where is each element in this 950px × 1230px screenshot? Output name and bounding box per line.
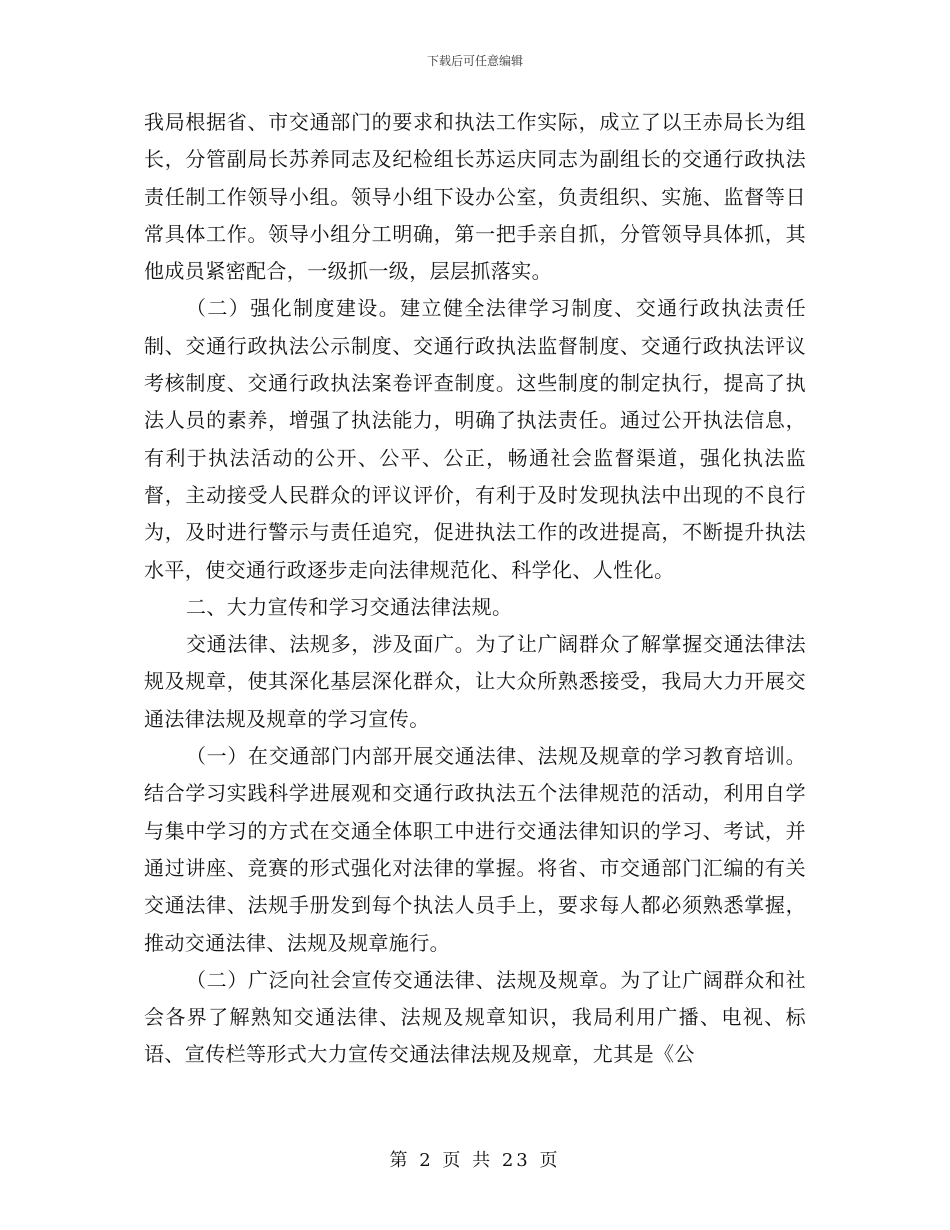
paragraph-internal-training: （一）在交通部门内部开展交通法律、法规及规章的学习教育培训。结合学习实践科学进展观和交通行政执法五个法律规范的活动，利用自学与集中学习的方式在交通全体职工中进行交通法律知识的学习、考试，并通过讲座、竞赛的形式强化对法律的掌握。将省、市交通部门汇编的有关交通法律、法规手册发到每个执法人员手上，要求每人都必须熟悉掌握，推动交通法律、法规及规章施行。: [144, 744, 806, 955]
paragraph-public-publicity: （二）广泛向社会宣传交通法律、法规及规章。为了让广阔群众和社会各界了解熟知交通法律、法规及规章知识，我局利用广播、电视、标语、宣传栏等形式大力宣传交通法律法规及规章，尤其是《公: [144, 967, 806, 1067]
page-number-footer: 第 2 页 共 23 页: [389, 1150, 561, 1171]
section-heading-publicity: 二、大力宣传和学习交通法律法规。: [186, 594, 513, 619]
paragraph-leadership-group: 我局根据省、市交通部门的要求和执法工作实际，成立了以王赤局长为组长，分管副局长苏养同志及纪检组长苏运庆同志为副组长的交通行政执法责任制工作领导小组。领导小组下设办公室，负责组织、实施、监督等日常具体工作。领导小组分工明确，第一把手亲自抓，分管领导具体抓，其他成员紧密配合，一级抓一级，层层抓落实。: [144, 110, 806, 284]
page-header: 下载后可任意编辑: [426, 54, 523, 68]
paragraph-system-building: （二）强化制度建设。建立健全法律学习制度、交通行政执法责任制、交通行政执法公示制度、交通行政执法监督制度、交通行政执法评议考核制度、交通行政执法案卷评查制度。这些制度的制定执行，提高了执法人员的素养，增强了执法能力，明确了执法责任。通过公开执法信息，有利于执法活动的公开、公平、公正，畅通社会监督渠道，强化执法监督，主动接受人民群众的评议评价，有利于及时发现执法中出现的不良行为，及时进行警示与责任追究，促进执法工作的改进提高，不断提升执法水平，使交通行政逐步走向法律规范化、科学化、人性化。: [144, 296, 806, 582]
paragraph-publicity-intro: 交通法律、法规多，涉及面广。为了让广阔群众了解掌握交通法律法规及规章，使其深化基层深化群众，让大众所熟悉接受，我局大力开展交通法律法规及规章的学习宣传。: [144, 632, 806, 731]
document-body: [144, 104, 806, 1074]
